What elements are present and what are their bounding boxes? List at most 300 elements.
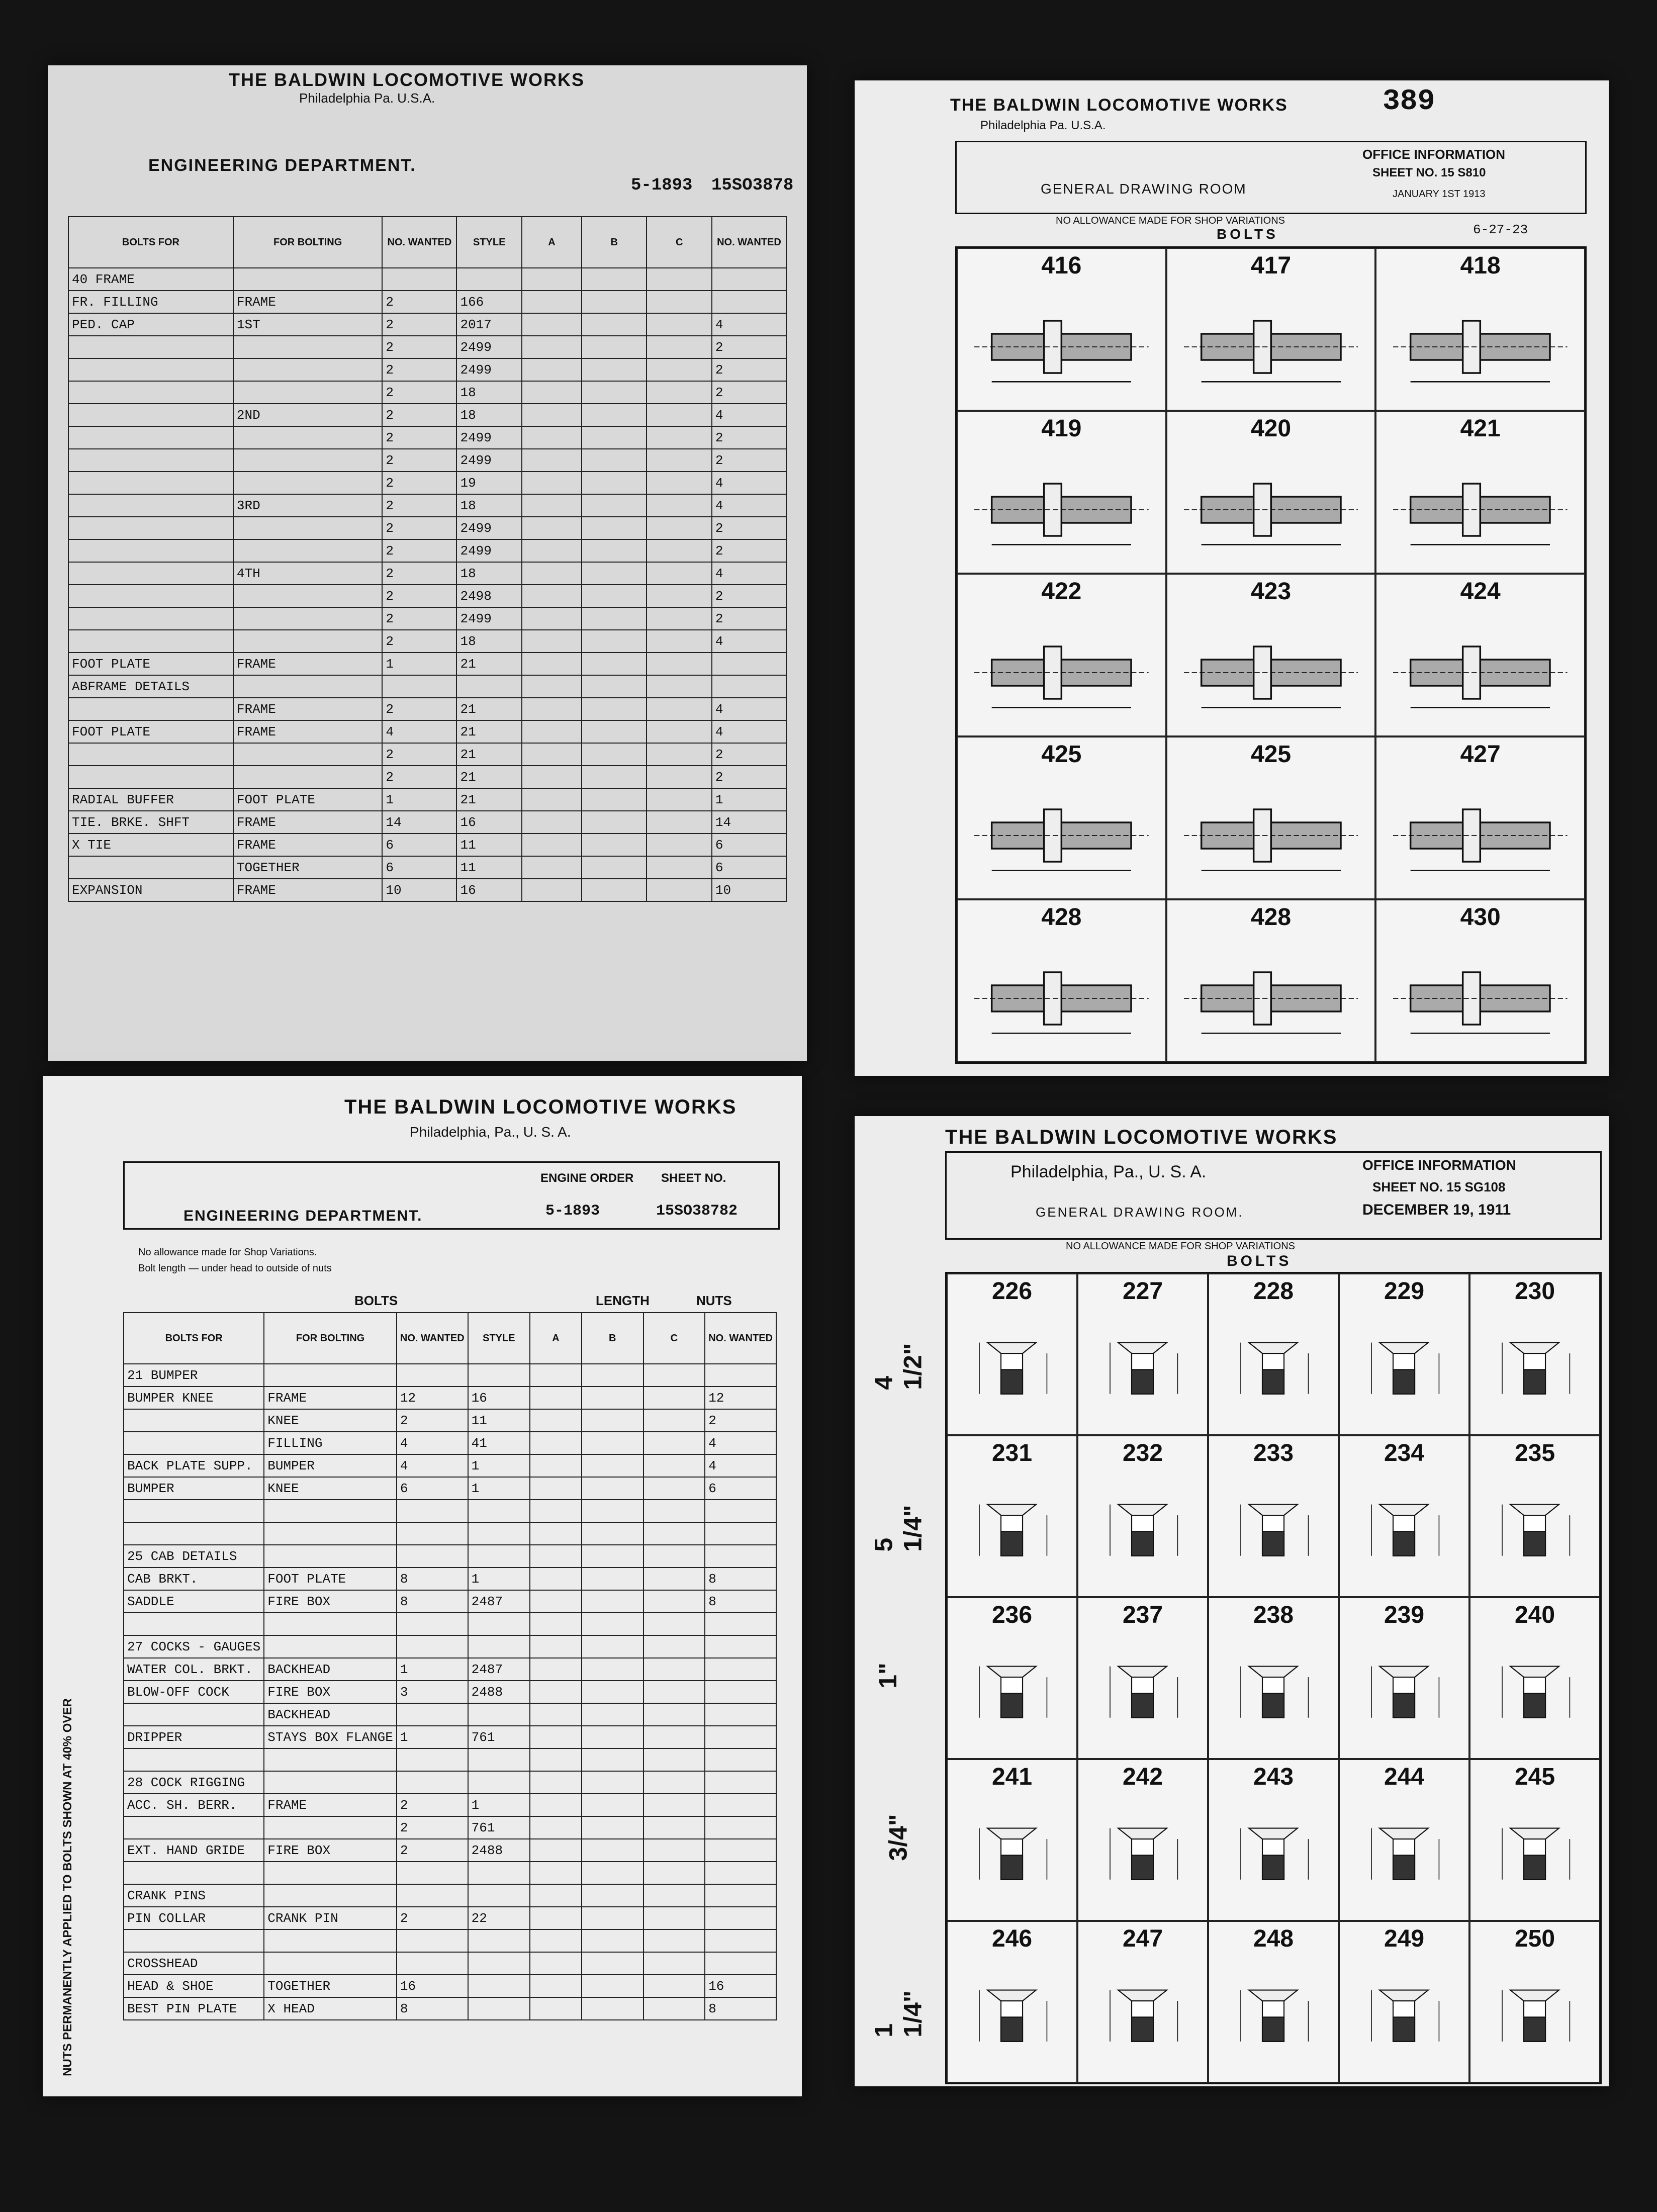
cell-part [68, 766, 233, 788]
cell-part: 25 CAB DETAILS [124, 1545, 264, 1568]
sheet-number: 15SO3878 [711, 176, 794, 195]
cell-bolting: 4TH [233, 562, 383, 585]
cell-part: BLOW-OFF COCK [124, 1681, 264, 1703]
cell-nw: 2 [712, 539, 786, 562]
cell-part: RADIAL BUFFER [68, 788, 233, 811]
drawing-area [958, 1795, 1066, 1910]
bolt-drawing [958, 1633, 1066, 1748]
bolt-drawing [1184, 620, 1358, 725]
drawing-number: 425 [1041, 741, 1082, 768]
table-row [68, 313, 786, 336]
cell-b [582, 494, 647, 517]
bolt-drawing-cell [1166, 411, 1376, 574]
bolt-drawing [1393, 294, 1568, 400]
bolt-drawing [958, 1957, 1066, 2072]
bolt-drawing [1350, 1957, 1458, 2072]
cell-c [647, 358, 711, 381]
table-row [124, 1703, 776, 1726]
cell-no: 10 [382, 879, 456, 901]
cell-nw: 6 [705, 1477, 776, 1500]
cell-no [397, 1522, 468, 1545]
drawing-area [1184, 946, 1358, 1051]
cell-no: 2 [397, 1409, 468, 1432]
cell-c [643, 1477, 705, 1500]
cell-part [124, 1703, 264, 1726]
cell-c [643, 1862, 705, 1884]
cell-b [582, 381, 647, 404]
cell-nw [705, 1907, 776, 1929]
table-row [68, 788, 786, 811]
cell-style: 11 [468, 1409, 530, 1432]
cell-c [647, 313, 711, 336]
table-row [68, 856, 786, 879]
cell-c [643, 1816, 705, 1839]
cell-no: 6 [382, 834, 456, 856]
bolt-drawing-cell [1375, 248, 1585, 411]
cell-style: 1 [468, 1794, 530, 1816]
cell-a [522, 404, 582, 426]
cell-c [647, 766, 711, 788]
cell-no: 6 [397, 1477, 468, 1500]
cell-part: CAB BRKT. [124, 1568, 264, 1590]
cell-no: 2 [382, 607, 456, 630]
table-row [124, 1387, 776, 1409]
city: Philadelphia, Pa., U. S. A. [1010, 1162, 1207, 1181]
cell-no [397, 1613, 468, 1635]
sheet-number: SHEET NO. 15 S810 [1372, 166, 1486, 179]
cell-bolting: STAYS BOX FLANGE [264, 1726, 397, 1748]
table-row [68, 607, 786, 630]
cell-nw: 4 [712, 313, 786, 336]
cell-style: 11 [456, 856, 521, 879]
cell-a [530, 1500, 582, 1522]
cell-a [522, 607, 582, 630]
table-row [68, 268, 786, 291]
table-row [124, 1409, 776, 1432]
bolt-drawing-cell [1077, 1759, 1208, 1921]
cell-part: DRIPPER [124, 1726, 264, 1748]
cell-c [647, 879, 711, 901]
cell-part [124, 1500, 264, 1522]
drawing-number: 233 [1253, 1440, 1294, 1466]
company-name: THE BALDWIN LOCOMOTIVE WORKS [229, 69, 585, 90]
bolt-drawing-cell [1375, 899, 1585, 1062]
cell-c [643, 1884, 705, 1907]
cell-c [647, 585, 711, 607]
col-no-wanted: NO. WANTED [382, 217, 456, 268]
cell-no: 2 [382, 517, 456, 539]
bolt-drawing-cell [1375, 574, 1585, 736]
cell-a [530, 1409, 582, 1432]
cell-no [397, 1929, 468, 1952]
table-row [124, 1726, 776, 1748]
cell-b [582, 1432, 643, 1454]
cell-a [530, 1432, 582, 1454]
cell-b [582, 517, 647, 539]
cell-b [582, 404, 647, 426]
cell-c [647, 698, 711, 720]
bolt-drawing-cell [947, 1759, 1077, 1921]
cell-nw [705, 1794, 776, 1816]
cell-no: 2 [382, 291, 456, 313]
bolt-drawing [1481, 1957, 1589, 2072]
drawing-room: GENERAL DRAWING ROOM. [1036, 1205, 1244, 1220]
table-row [68, 517, 786, 539]
bolt-drawing-cell [957, 411, 1166, 574]
cell-c [643, 1500, 705, 1522]
cell-c [647, 653, 711, 675]
cell-part: ACC. SH. BERR. [124, 1794, 264, 1816]
cell-part: FR. FILLING [68, 291, 233, 313]
cell-part [124, 1816, 264, 1839]
bolt-drawing [1350, 1633, 1458, 1748]
bolt-drawing [1219, 1471, 1327, 1586]
cell-part [124, 1929, 264, 1952]
cell-b [582, 698, 647, 720]
cell-part [68, 472, 233, 494]
drawing-area [1219, 1795, 1327, 1910]
cell-bolting: FRAME [233, 811, 383, 834]
table-row [68, 811, 786, 834]
cell-a [522, 720, 582, 743]
cell-nw: 2 [712, 426, 786, 449]
table-row [124, 1681, 776, 1703]
cell-a [530, 1975, 582, 1997]
table-row [68, 358, 786, 381]
cell-nw [705, 1635, 776, 1658]
cell-a [522, 336, 582, 358]
drawing-area [1219, 1471, 1327, 1586]
cell-part [68, 743, 233, 766]
drawing-area [958, 1633, 1066, 1748]
cell-b [582, 1771, 643, 1794]
drawing-number: 241 [991, 1764, 1033, 1790]
cell-no [397, 1703, 468, 1726]
sheet-top-left [48, 65, 807, 1061]
cell-a [522, 675, 582, 698]
cell-part [124, 1409, 264, 1432]
cell-c [647, 788, 711, 811]
cell-b [582, 1929, 643, 1952]
bolt-drawing-cell [1208, 1435, 1339, 1597]
cell-style [468, 1613, 530, 1635]
drawing-number: 419 [1041, 415, 1082, 442]
table-row [68, 879, 786, 901]
cell-bolting: TOGETHER [233, 856, 383, 879]
bolt-drawing [1393, 783, 1568, 888]
row-label: 3/4" [884, 1814, 912, 1861]
drawing-area [958, 1310, 1066, 1424]
cell-a [522, 358, 582, 381]
bolt-drawing [974, 783, 1149, 888]
cell-nw: 2 [712, 449, 786, 472]
cell-a [530, 1726, 582, 1748]
cell-a [522, 766, 582, 788]
table-row [124, 1771, 776, 1794]
cell-a [522, 517, 582, 539]
bolt-drawing [1184, 294, 1358, 400]
cell-b [582, 720, 647, 743]
drawing-area [1481, 1633, 1589, 1748]
table-row [68, 449, 786, 472]
cell-no: 2 [382, 381, 456, 404]
bolt-drawing [974, 294, 1149, 400]
cell-bolting: KNEE [264, 1477, 397, 1500]
cell-no: 2 [382, 358, 456, 381]
drawing-area [958, 1471, 1066, 1586]
cell-b [582, 811, 647, 834]
cell-part [68, 630, 233, 653]
cell-c [647, 675, 711, 698]
cell-b [582, 1500, 643, 1522]
row-label: 1 1/4" [869, 1990, 927, 2038]
cell-c [647, 517, 711, 539]
cell-no [397, 1862, 468, 1884]
bolt-drawing-cell [1339, 1435, 1469, 1597]
cell-b [582, 1726, 643, 1748]
cell-style [468, 1748, 530, 1771]
drawing-area [1088, 1957, 1196, 2072]
sheet-top-right [855, 80, 1609, 1076]
cell-nw [705, 1748, 776, 1771]
cell-bolting [233, 358, 383, 381]
table-row [68, 381, 786, 404]
date: DECEMBER 19, 1911 [1362, 1202, 1511, 1218]
cell-part [68, 358, 233, 381]
bolt-drawing-cell [1077, 1435, 1208, 1597]
cell-no: 1 [397, 1726, 468, 1748]
cell-bolting: FRAME [233, 834, 383, 856]
cell-bolting [264, 1884, 397, 1907]
cell-b [582, 1907, 643, 1929]
cell-style [468, 1703, 530, 1726]
table-row [68, 494, 786, 517]
drawing-number: 246 [991, 1925, 1033, 1952]
drawing-area [974, 946, 1149, 1051]
bolt-drawing-cell [1208, 1597, 1339, 1759]
table-row [124, 1364, 776, 1387]
cell-part [68, 336, 233, 358]
cell-b [582, 1635, 643, 1658]
bolts-label: BOLTS [1217, 226, 1278, 242]
cell-no [382, 675, 456, 698]
cell-part: CROSSHEAD [124, 1952, 264, 1975]
bolt-drawing [958, 1310, 1066, 1424]
cell-no: 4 [397, 1432, 468, 1454]
drawing-number: 420 [1250, 415, 1292, 442]
cell-no: 2 [382, 494, 456, 517]
drawing-area [958, 1957, 1066, 2072]
cell-a [522, 381, 582, 404]
cell-c [647, 472, 711, 494]
cell-a [530, 1681, 582, 1703]
cell-nw: 4 [705, 1432, 776, 1454]
cell-style [468, 1884, 530, 1907]
cell-nw [705, 1658, 776, 1681]
cell-b [582, 426, 647, 449]
cell-bolting [233, 743, 383, 766]
cell-a [530, 1477, 582, 1500]
allowance-note: No allowance made for Shop Variations. [138, 1247, 317, 1258]
cell-part: BUMPER [124, 1477, 264, 1500]
table-row [68, 653, 786, 675]
table-row [68, 539, 786, 562]
drawing-area [1393, 946, 1568, 1051]
cell-nw [712, 675, 786, 698]
cell-part [68, 449, 233, 472]
cell-c [647, 720, 711, 743]
cell-nw [712, 291, 786, 313]
length-label: LENGTH [596, 1293, 650, 1308]
department: ENGINEERING DEPARTMENT. [148, 156, 416, 175]
bolt-drawing [974, 457, 1149, 563]
cell-bolting: FOOT PLATE [264, 1568, 397, 1590]
table-row [124, 1839, 776, 1862]
bolt-drawing [1219, 1957, 1327, 2072]
cell-style: 19 [456, 472, 521, 494]
bolt-drawing-cell [1208, 1273, 1339, 1435]
table-row [124, 1794, 776, 1816]
drawing-number: 239 [1384, 1602, 1425, 1628]
drawing-number: 229 [1384, 1278, 1425, 1305]
cell-nw: 2 [712, 743, 786, 766]
cell-a [530, 1387, 582, 1409]
col-style: STYLE [456, 217, 521, 268]
cell-no: 2 [382, 630, 456, 653]
cell-b [582, 1997, 643, 2020]
cell-a [530, 1658, 582, 1681]
cell-style: 18 [456, 494, 521, 517]
cell-a [522, 630, 582, 653]
drawing-area [974, 457, 1149, 563]
table-row [124, 1477, 776, 1500]
cell-a [530, 1997, 582, 2020]
bolt-drawing [974, 946, 1149, 1051]
cell-nw [705, 1364, 776, 1387]
drawing-number: 421 [1460, 415, 1501, 442]
cell-style [456, 675, 521, 698]
cell-b [582, 1703, 643, 1726]
cell-nw: 2 [712, 607, 786, 630]
cell-a [530, 1771, 582, 1794]
cell-bolting [264, 1522, 397, 1545]
cell-a [522, 879, 582, 901]
sheet-number: 15SO38782 [656, 1203, 738, 1220]
cell-part [124, 1748, 264, 1771]
drawing-area [974, 783, 1149, 888]
cell-a [530, 1545, 582, 1568]
drawing-area [1219, 1633, 1327, 1748]
cell-nw: 2 [712, 766, 786, 788]
bolt-drawing-cell [1166, 899, 1376, 1062]
cell-style: 2487 [468, 1590, 530, 1613]
bolt-drawing [1184, 783, 1358, 888]
bolt-drawing-cell [1469, 1597, 1600, 1759]
cell-bolting: FRAME [264, 1794, 397, 1816]
bolt-drawing-cell [957, 574, 1166, 736]
engine-order: 5-1893 [545, 1203, 600, 1220]
drawing-area [1184, 457, 1358, 563]
drawing-number: 417 [1250, 252, 1292, 279]
bolt-drawing-cell [1469, 1273, 1600, 1435]
cell-no: 2 [382, 743, 456, 766]
cell-nw: 4 [712, 630, 786, 653]
cell-no: 2 [382, 472, 456, 494]
cell-c [643, 1613, 705, 1635]
drawing-grid [955, 246, 1587, 1064]
cell-style: 2499 [456, 336, 521, 358]
col-bolts-for: BOLTS FOR [124, 1313, 264, 1364]
cell-bolting [233, 268, 383, 291]
cell-nw [712, 268, 786, 291]
cell-nw: 4 [712, 404, 786, 426]
cell-a [522, 743, 582, 766]
bolt-drawing [1088, 1310, 1196, 1424]
cell-no: 2 [382, 336, 456, 358]
drawing-grid [945, 1272, 1602, 2084]
table-row [68, 834, 786, 856]
cell-style: 761 [468, 1816, 530, 1839]
bolt-drawing [1219, 1310, 1327, 1424]
cell-c [643, 1771, 705, 1794]
bolt-drawing [1219, 1795, 1327, 1910]
drawing-area [1088, 1795, 1196, 1910]
cell-b [582, 268, 647, 291]
bolt-drawing [1219, 1633, 1327, 1748]
table-row [124, 1975, 776, 1997]
cell-style: 18 [456, 630, 521, 653]
cell-no: 8 [397, 1590, 468, 1613]
cell-c [643, 1726, 705, 1748]
cell-part: WATER COL. BRKT. [124, 1658, 264, 1681]
drawing-room: GENERAL DRAWING ROOM [1041, 181, 1247, 197]
bolt-drawing [1184, 946, 1358, 1051]
table-row [124, 1432, 776, 1454]
cell-c [647, 291, 711, 313]
cell-no: 2 [382, 426, 456, 449]
cell-a [522, 562, 582, 585]
cell-bolting: 3RD [233, 494, 383, 517]
cell-bolting [264, 1816, 397, 1839]
cell-bolting: 1ST [233, 313, 383, 336]
cell-c [643, 1635, 705, 1658]
cell-b [582, 675, 647, 698]
stamp-number: 389 [1383, 85, 1435, 118]
col-bolts-for: BOLTS FOR [68, 217, 233, 268]
cell-bolting [264, 1862, 397, 1884]
cell-bolting [233, 426, 383, 449]
cell-style: 16 [456, 879, 521, 901]
cell-part: 28 COCK RIGGING [124, 1771, 264, 1794]
cell-nw: 2 [712, 358, 786, 381]
cell-b [582, 1522, 643, 1545]
cell-style: 2498 [456, 585, 521, 607]
cell-style: 1 [468, 1568, 530, 1590]
cell-bolting [264, 1613, 397, 1635]
cell-bolting [233, 630, 383, 653]
cell-nw [705, 1771, 776, 1794]
drawing-area [1088, 1310, 1196, 1424]
col-for-bolting: FOR BOLTING [233, 217, 383, 268]
bolt-table [123, 1312, 777, 2020]
cell-part: SADDLE [124, 1590, 264, 1613]
cell-part: TIE. BRKE. SHFT [68, 811, 233, 834]
nuts-label: NUTS [696, 1293, 732, 1308]
cell-a [522, 313, 582, 336]
cell-a [522, 585, 582, 607]
cell-part [68, 585, 233, 607]
cell-nw: 1 [712, 788, 786, 811]
